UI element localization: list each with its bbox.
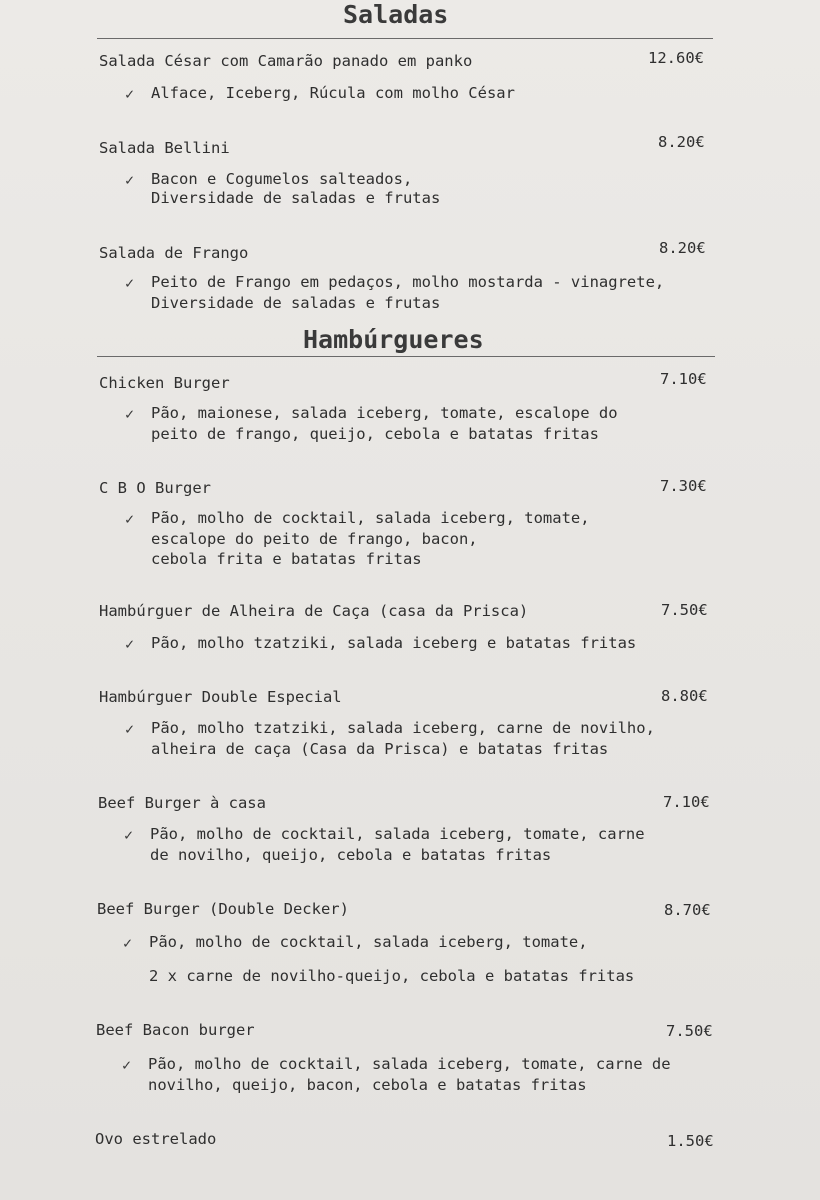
menu-item-description: Diversidade de saladas e frutas	[151, 294, 441, 312]
menu-item-price: 8.20€	[659, 239, 706, 257]
check-icon: ✓	[125, 171, 135, 189]
menu-item-name: Beef Burger (Double Decker)	[97, 900, 349, 918]
menu-item-price: 8.70€	[664, 901, 711, 919]
menu-item-name: Ovo estrelado	[95, 1130, 217, 1148]
menu-item-description: Pão, molho de cocktail, salada iceberg, tomate, carne de	[148, 1055, 671, 1073]
menu-item-description: Pão, molho de cocktail, salada iceberg, tomate, carne	[150, 825, 645, 843]
menu-item-price: 7.30€	[660, 477, 707, 495]
menu-item-description: Peito de Frango em pedaços, molho mostarda - vinagrete,	[151, 273, 665, 291]
menu-item-name: Salada Bellini	[99, 139, 230, 157]
check-icon: ✓	[122, 1056, 132, 1074]
menu-item-name: Hambúrguer de Alheira de Caça (casa da Prisca)	[99, 602, 529, 620]
menu-item-description: Pão, molho tzatziki, salada iceberg e batatas fritas	[151, 634, 637, 652]
menu-item-description: de novilho, queijo, cebola e batatas fritas	[150, 846, 552, 864]
menu-item-description: Pão, molho de cocktail, salada iceberg, tomate,	[149, 933, 588, 951]
menu-item-price: 8.80€	[661, 687, 708, 705]
menu-item-description: Pão, molho tzatziki, salada iceberg, carne de novilho,	[151, 719, 655, 737]
menu-item-price: 8.20€	[658, 133, 705, 151]
menu-item-description: Pão, maionese, salada iceberg, tomate, escalope do	[151, 404, 618, 422]
menu-item-price: 7.50€	[661, 601, 708, 619]
menu-item-description: peito de frango, queijo, cebola e batatas fritas	[151, 425, 599, 443]
check-icon: ✓	[125, 85, 135, 103]
menu-item-name: Chicken Burger	[99, 374, 230, 392]
check-icon: ✓	[125, 405, 135, 423]
section-title-saladas: Saladas	[343, 0, 449, 29]
menu-item-price: 12.60€	[648, 49, 704, 67]
section-divider	[97, 356, 715, 357]
menu-item-description: Diversidade de saladas e frutas	[151, 189, 441, 207]
menu-item-price: 7.10€	[663, 793, 710, 811]
menu-item-description: 2 x carne de novilho-queijo, cebola e batatas fritas	[149, 967, 635, 985]
menu-item-name: C B O Burger	[99, 479, 211, 497]
menu-item-name: Beef Burger à casa	[98, 794, 266, 812]
menu-item-description: cebola frita e batatas fritas	[151, 550, 422, 568]
menu-item-description: Bacon e Cogumelos salteados,	[151, 170, 413, 188]
menu-item-price: 1.50€	[667, 1132, 714, 1150]
check-icon: ✓	[125, 274, 135, 292]
menu-item-description: alheira de caça (Casa da Prisca) e batatas fritas	[151, 740, 609, 758]
check-icon: ✓	[125, 720, 135, 738]
menu-item-description: Pão, molho de cocktail, salada iceberg, tomate,	[151, 509, 590, 527]
menu-item-name: Salada de Frango	[99, 244, 249, 262]
menu-item-price: 7.50€	[666, 1022, 713, 1040]
check-icon: ✓	[125, 635, 135, 653]
check-icon: ✓	[123, 934, 133, 952]
section-title-hamburgueres: Hambúrgueres	[303, 325, 484, 354]
menu-item-description: escalope do peito de frango, bacon,	[151, 530, 478, 548]
section-divider	[97, 38, 713, 39]
menu-item-name: Hambúrguer Double Especial	[99, 688, 342, 706]
menu-item-name: Salada César com Camarão panado em panko	[99, 52, 473, 70]
menu-item-name: Beef Bacon burger	[96, 1021, 255, 1039]
menu-item-description: novilho, queijo, bacon, cebola e batatas fritas	[148, 1076, 587, 1094]
check-icon: ✓	[125, 510, 135, 528]
menu-item-description: Alface, Iceberg, Rúcula com molho César	[151, 84, 515, 102]
menu-item-price: 7.10€	[660, 370, 707, 388]
check-icon: ✓	[124, 826, 134, 844]
